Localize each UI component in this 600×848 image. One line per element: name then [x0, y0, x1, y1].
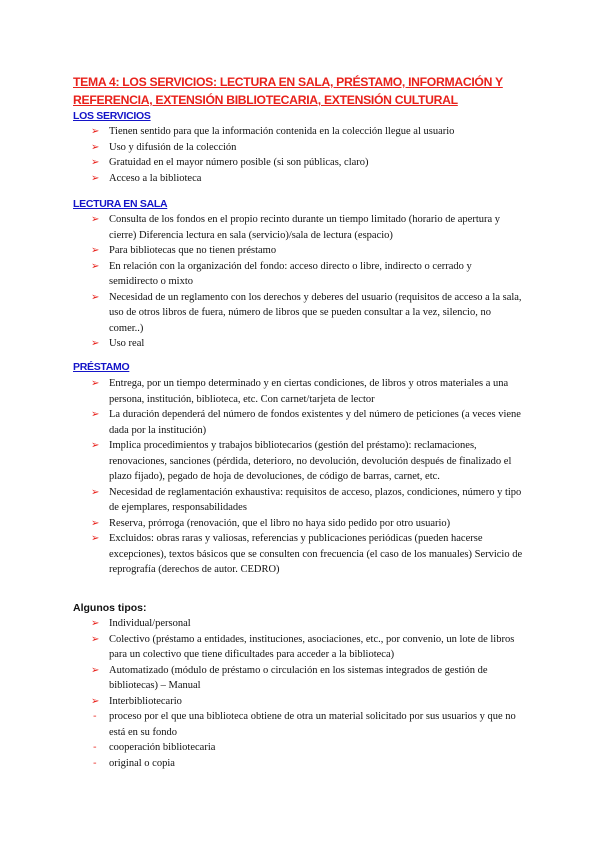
list-tipos: [73, 616, 523, 771]
arrow-bullet-icon: ➢: [91, 157, 100, 168]
arrow-bullet-icon: ➢: [91, 486, 100, 498]
arrow-bullet-icon: ➢: [91, 695, 100, 707]
list-item: ➢ En relación con la organización del fondo: acceso directo o libre, indirecto o cerrado y semidirecto o mixto: [91, 260, 472, 287]
heading-prestamo: PRÉSTAMO: [73, 361, 130, 373]
arrow-bullet-icon: ➢: [91, 378, 100, 389]
list-item: ➢ Uso y difusión de la colección: [73, 140, 523, 156]
list-prestamo: [73, 376, 523, 578]
list-item: - proceso por el que una biblioteca obtiene de otra un material solicitado por sus usuarios y que no está en su fondo: [93, 711, 516, 738]
list-item: ➢ Implica procedimientos y trabajos bibliotecarios (gestión del préstamo): reclamaciones, renovaciones, sanciones (pérdida, deterioro, no devolución, devolución después de finalizado el plazo fijado), pegado de hoja de devoluciones, de código de barras, carnet, etc.: [91, 440, 512, 482]
list-item: ➢ Automatizado (módulo de préstamo o circulación en los sistemas integrados de gestión de bibliotecas) – Manual: [91, 664, 488, 691]
list-item: ➢ Consulta de los fondos en el propio recinto durante un tiempo limitado (horario de apertura y cierre) Diferencia lectura en sala (servicio)/sala de lectura (espacio): [91, 214, 501, 241]
list-item: ➢ Gratuidad en el mayor número posible (si son públicas, claro): [73, 155, 523, 171]
arrow-bullet-icon: ➢: [91, 618, 100, 629]
list-item: ➢ Entrega, por un tiempo determinado y en ciertas condiciones, de libros y otros materiales a una persona, institución, biblioteca, etc. Con carnet/tarjeta de lector: [91, 378, 509, 405]
arrow-bullet-icon: ➢: [91, 141, 100, 153]
dash-bullet-icon: -: [93, 711, 97, 722]
list-item: ➢ La duración dependerá del número de fondos existentes y del número de peticiones (a veces viene dada por la institución): [91, 409, 521, 436]
arrow-bullet-icon: ➢: [91, 533, 100, 544]
arrow-bullet-icon: ➢: [91, 260, 100, 272]
list-lectura: [73, 212, 523, 352]
dash-bullet-icon: -: [93, 757, 97, 769]
list-item: ➢ Excluidos: obras raras y valiosas, referencias y publicaciones periódicas (pueden hacerse excepciones), textos básicos que se consulten con frecuencia (el caso de los manuales) Servicio de reprografía (derechos de autor. CEDRO): [91, 533, 523, 575]
arrow-bullet-icon: ➢: [91, 664, 100, 676]
arrow-bullet-icon: ➢: [91, 291, 100, 303]
heading-lectura-en-sala: LECTURA EN SALA: [73, 198, 168, 210]
list-item: ➢ Necesidad de reglamentación exhaustiva: requisitos de acceso, plazos, condiciones, número y tipo de ejemplares, responsabilidades: [91, 486, 522, 513]
heading-algunos-tipos: Algunos tipos:: [73, 602, 147, 614]
list-item: ➢ Interbibliotecario: [73, 694, 523, 710]
arrow-bullet-icon: ➢: [91, 214, 100, 225]
list-item: ➢ Necesidad de un reglamento con los derechos y deberes del usuario (requisitos de acceso a la sala, uso de otros libros de fuera, número de libros que se pueden consultar a la vez, silencio, no comer..): [91, 291, 522, 334]
list-item: ➢ Reserva, prórroga (renovación, que el libro no haya sido pedido por otro usuario): [73, 516, 523, 532]
arrow-bullet-icon: ➢: [91, 338, 100, 349]
list-item: ➢ Colectivo (préstamo a entidades, instituciones, asociaciones, etc., por convenio, un lote de libros para un colectivo que tiene dificultades para acceder a la biblioteca): [91, 633, 515, 660]
list-item: - cooperación bibliotecaria: [73, 740, 523, 756]
heading-los-servicios: LOS SERVICIOS: [73, 110, 151, 122]
list-item: ➢ Tienen sentido para que la información contenida en la colección llegue al usuario: [73, 124, 523, 140]
arrow-bullet-icon: ➢: [91, 517, 100, 529]
list-item: ➢ Individual/personal: [73, 616, 523, 632]
arrow-bullet-icon: ➢: [91, 633, 100, 645]
list-servicios: [73, 124, 523, 186]
arrow-bullet-icon: ➢: [91, 440, 100, 451]
arrow-bullet-icon: ➢: [91, 409, 100, 420]
document-title: TEMA 4: LOS SERVICIOS: LECTURA EN SALA, PRÉSTAMO, INFORMACIÓN Y REFERENCIA, EXTENSIÓN BIBLIOTECARIA, EXTENSIÓN CULTURAL: [73, 75, 503, 107]
arrow-bullet-icon: ➢: [91, 172, 100, 184]
list-item: ➢ Para bibliotecas que no tienen préstamo: [73, 243, 523, 259]
list-item: ➢ Acceso a la biblioteca: [73, 171, 523, 187]
arrow-bullet-icon: ➢: [91, 126, 100, 137]
list-item: - original o copia: [73, 756, 523, 772]
dash-bullet-icon: -: [93, 742, 97, 753]
arrow-bullet-icon: ➢: [91, 245, 100, 256]
list-item: ➢ Uso real: [73, 336, 523, 352]
